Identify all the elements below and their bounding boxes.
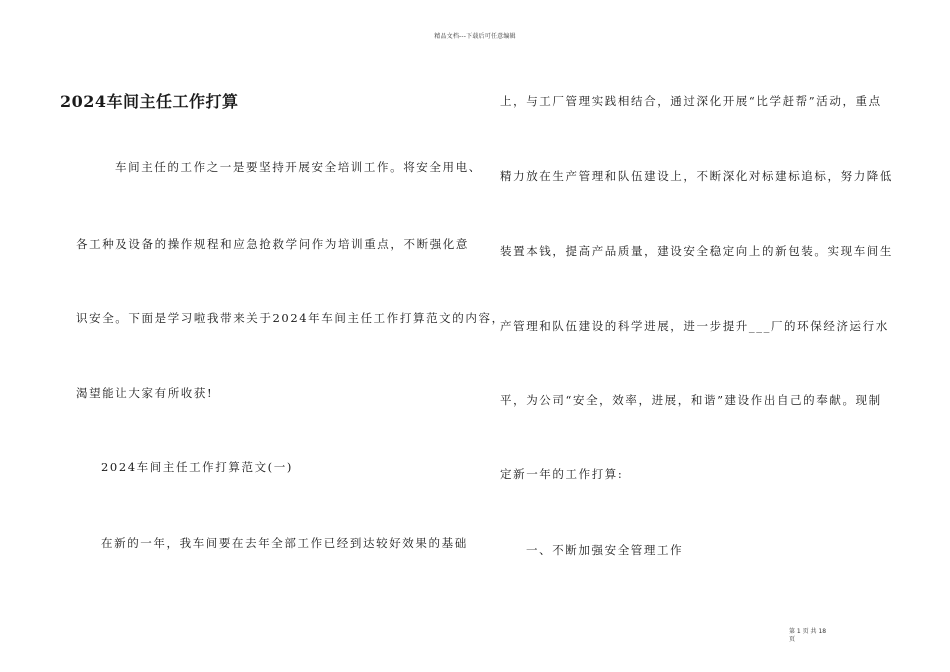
paragraph-line: 产管理和队伍建设的科学进展，进一步提升___厂的环保经济运行水	[500, 319, 889, 333]
paragraph-line: 各工种及设备的操作规程和应急抢救学问作为培训重点，不断强化意	[76, 237, 469, 251]
paragraph-line: 精力放在生产管理和队伍建设上，不断深化对标建标追标，努力降低	[500, 169, 893, 183]
paragraph-line: 平，为公司“安全，效率，进展，和谐”建设作出自己的奉献。现制	[500, 393, 882, 407]
paragraph-line: 渴望能让大家有所收获!	[76, 386, 214, 400]
section-heading: 一、不断加强安全管理工作	[526, 543, 684, 557]
page-header: 精品文档---下载后可任意编辑	[434, 33, 516, 40]
paragraph-line: 上，与工厂管理实践相结合，通过深化开展“比学赶帮”活动，重点	[500, 94, 882, 108]
section-heading: 2024车间主任工作打算范文(一)	[101, 460, 293, 474]
document-title: 2024车间主任工作打算	[60, 92, 239, 111]
paragraph-line: 识安全。下面是学习啦我带来关于2024年车间主任工作打算范文的内容，	[76, 311, 505, 325]
paragraph-line: 在新的一年，我车间要在去年全部工作已经到达较好效果的基础	[101, 536, 468, 550]
paragraph-line: 定新一年的工作打算:	[500, 467, 624, 481]
page-number	[789, 628, 829, 644]
page-number-line: 第 1 页 共 18	[789, 628, 827, 635]
paragraph-line: 车间主任的工作之一是要坚持开展安全培训工作。将安全用电、	[115, 160, 482, 174]
page-number-line: 页	[789, 636, 796, 643]
paragraph-line: 装置本钱，提高产品质量，建设安全稳定向上的新包装。实现车间生	[500, 244, 893, 258]
